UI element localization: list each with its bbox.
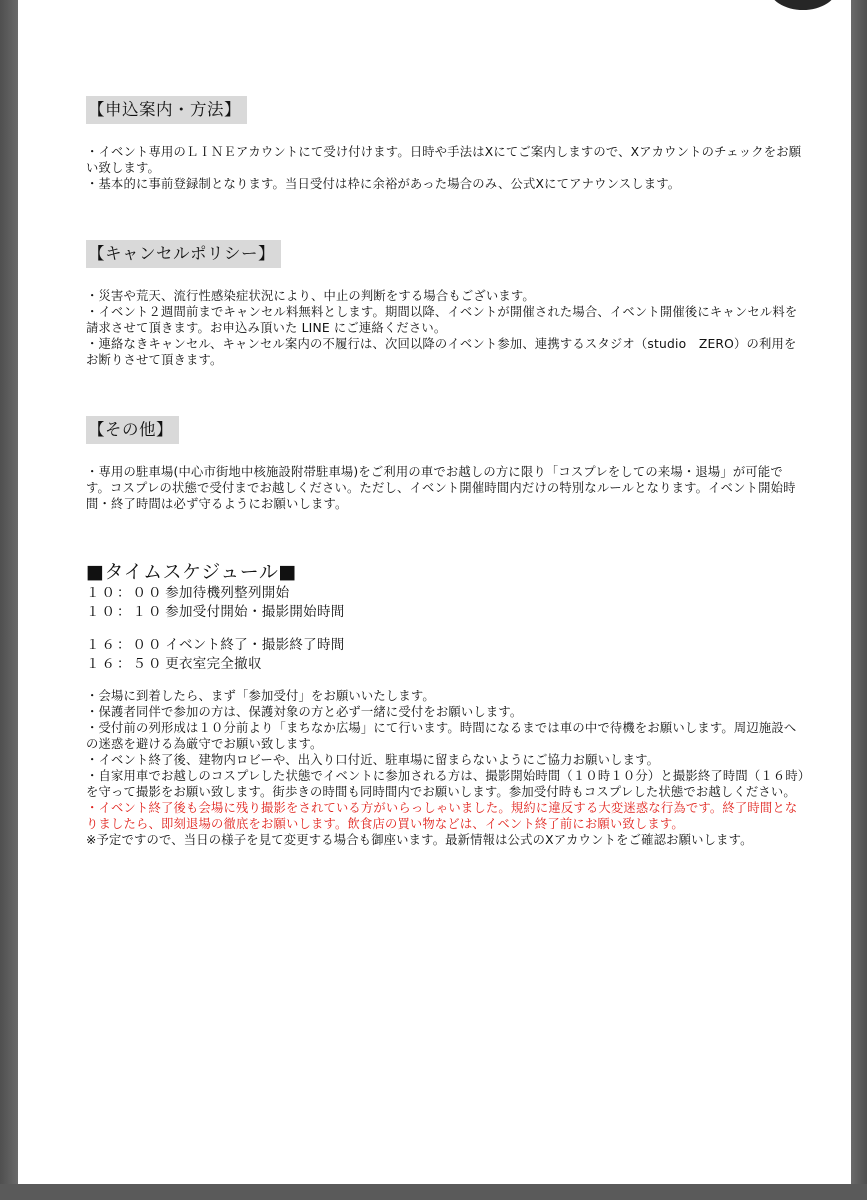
schedule-row [86, 636, 806, 655]
schedule-label: 参加待機列整列開始 [165, 585, 290, 601]
schedule-row [86, 584, 806, 603]
section-heading: 【キャンセルポリシー】 [86, 240, 281, 268]
schedule-time: １６：００ [86, 637, 164, 653]
section-cancel-policy [86, 240, 806, 368]
schedule-time: １０：００ [86, 585, 164, 601]
schedule-note: ・イベント終了後、建物内ロビーや、出入り口付近、駐車場に留まらないようにご協力お願いします。 [86, 753, 660, 767]
schedule-time: １６：５０ [86, 656, 164, 672]
paragraph: ・基本的に事前登録制となります。当日受付は枠に余裕があった場合のみ、公式Xにてアナウンスします。 [86, 177, 681, 191]
section-heading: 【申込案内・方法】 [86, 96, 247, 124]
schedule-block-afternoon [86, 636, 806, 674]
paragraph: ・災害や荒天、流行性感染症状況により、中止の判断をする場合もございます。 [86, 289, 535, 303]
section-other [86, 416, 806, 512]
schedule-block-morning [86, 584, 806, 622]
document-page[interactable] [18, 0, 851, 1184]
footnote: ※予定ですので、当日の様子を見て変更する場合も御座います。最新情報は公式のXアカウントをご確認お願いします。 [86, 833, 753, 847]
screen-frame-left [0, 0, 18, 1200]
schedule-note: ・自家用車でお越しのコスプレした状態でイベントに参加される方は、撮影開始時間（１０時１０分）と撮影終了時間（１６時）を守って撮影をお願い致します。街歩きの時間も同時間内でお願いします。参加受付時もコスプレした状態でお越しください。 [86, 769, 805, 799]
schedule-row [86, 603, 806, 622]
corner-overlay [769, 0, 837, 10]
section-time-schedule [86, 560, 806, 848]
schedule-row [86, 655, 806, 674]
schedule-note: ・会場に到着したら、まず「参加受付」をお願いいたします。 [86, 689, 435, 703]
schedule-time: １０：１０ [86, 604, 164, 620]
schedule-label: 更衣室完全撤収 [165, 656, 262, 672]
section-application [86, 96, 806, 192]
spacer [86, 674, 806, 688]
schedule-notes [86, 688, 806, 848]
spacer [86, 192, 806, 240]
schedule-title: ■タイムスケジュール■ [86, 561, 297, 583]
paragraph: ・連絡なきキャンセル、キャンセル案内の不履行は、次回以降のイベント参加、連携するスタジオ（studio ZERO）の利用をお断りさせて頂きます。 [86, 337, 797, 367]
section-heading: 【その他】 [86, 416, 179, 444]
spacer [86, 512, 806, 560]
schedule-label: イベント終了・撮影終了時間 [165, 637, 345, 653]
screen-frame-bottom [0, 1184, 867, 1200]
document-content [86, 96, 806, 848]
paragraph: ・専用の駐車場(中心市街地中核施設附帯駐車場)をご利用の車でお越しの方に限り「コスプレをしての来場・退場」が可能です。コスプレの状態で受付までお越しください。ただし、イベント開催時間内だけの特別なルールとなります。イベント開始時間・終了時間は必ず守るようにお願いします。 [86, 465, 796, 511]
spacer [86, 622, 806, 636]
schedule-note: ・受付前の列形成は１０分前より「まちなか広場」にて行います。時間になるまでは車の中で待機をお願いします。周辺施設への迷惑を避ける為厳守でお願い致します。 [86, 721, 797, 751]
schedule-note: ・保護者同伴で参加の方は、保護対象の方と必ず一緒に受付をお願いします。 [86, 705, 523, 719]
warning-note: ・イベント終了後も会場に残り撮影をされている方がいらっしゃいました。規約に違反する大変迷惑な行為です。終了時間となりましたら、即刻退場の徹底をお願いします。飲食店の買い物などは、イベント終了前にお願い致します。 [86, 801, 798, 831]
paragraph: ・イベント２週間前までキャンセル料無料とします。期間以降、イベントが開催された場合、イベント開催後にキャンセル料を請求させて頂きます。お申込み頂いた LINE にご連絡ください。 [86, 305, 798, 335]
spacer [86, 368, 806, 416]
screen-frame-right [851, 0, 867, 1200]
schedule-label: 参加受付開始・撮影開始時間 [165, 604, 345, 620]
paragraph: ・イベント専用のＬＩＮＥアカウントにて受け付けます。日時や手法はXにてご案内しますので、Xアカウントのチェックをお願い致します。 [86, 145, 802, 175]
